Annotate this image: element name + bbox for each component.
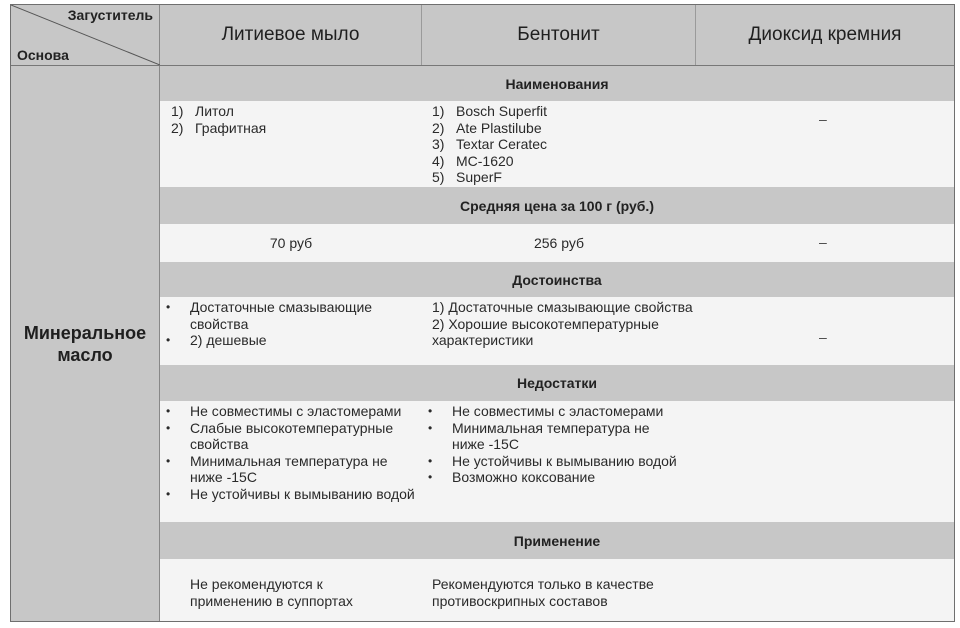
list-item: • Не совместимы с эластомерами — [166, 403, 402, 419]
section-title-pros: Достоинства — [512, 271, 602, 288]
base-name: Минеральное масло — [23, 322, 147, 365]
list-item: 5) SuperF — [432, 169, 502, 185]
list-item: • Минимальная температура не ниже -15С — [428, 419, 650, 452]
cell-pros-bentonite — [432, 299, 694, 349]
cell-pros-lithium — [166, 299, 411, 349]
list-item: 2) Ate Plastilube — [432, 119, 542, 136]
cell-names-lithium — [171, 103, 411, 136]
section-band-cons — [160, 365, 954, 401]
list-item: • Минимальная температура не ниже -15С — [166, 452, 388, 485]
comparison-table — [10, 4, 955, 622]
cell-price-silica: – — [819, 234, 827, 250]
row-usage — [160, 559, 954, 621]
section-band-names — [160, 66, 954, 101]
base-label: Основа — [17, 47, 69, 63]
column-header-lithium: Литиевое мыло — [160, 5, 422, 65]
list-item: 3) Textar Ceratec — [432, 136, 548, 152]
section-title-cons: Недостатки — [516, 375, 598, 391]
list-item: • 2) дешевые — [166, 332, 267, 348]
list-item: 4) MC-1620 — [432, 152, 514, 169]
cell-cons-bentonite — [428, 403, 698, 486]
column-header-bentonite: Бентонит — [422, 5, 696, 65]
cell-names-silica: – — [819, 111, 827, 127]
section-title-names: Наименования — [505, 75, 609, 92]
cell-price-bentonite: 256 руб — [533, 235, 585, 251]
section-band-price — [160, 187, 954, 224]
cell-pros-silica: – — [819, 329, 827, 345]
row-names — [160, 101, 954, 187]
list-item: 1) Литол — [171, 103, 234, 119]
section-title-usage: Применение — [513, 532, 601, 549]
list-item: 2) Хорошие высокотемпературные характеристики — [432, 315, 659, 348]
thickener-label: Загуститель — [67, 7, 153, 23]
corner-header-cell — [11, 5, 160, 65]
section-band-usage — [160, 522, 954, 559]
list-item: • Слабые высокотемпературные свойства — [166, 419, 394, 452]
list-item: 2) Графитная — [171, 119, 267, 136]
list-item: 1) Достаточные смазывающие свойства — [432, 299, 693, 315]
list-item: 1) Bosch Superfit — [432, 103, 548, 119]
list-item: • Не совместимы с эластомерами — [428, 403, 664, 419]
row-cons — [160, 401, 954, 522]
column-header-silica: Диоксид кремния — [748, 24, 902, 45]
cell-usage-lithium: Не рекомендуются к применению в суппортах — [190, 576, 353, 609]
cell-names-bentonite — [432, 103, 692, 186]
table-header-row — [11, 5, 954, 66]
section-title-price: Средняя цена за 100 г (руб.) — [460, 197, 654, 214]
list-item: • Достаточные смазывающие свойства — [166, 299, 373, 332]
list-item: • Не устойчивы к вымыванию водой — [166, 485, 415, 502]
section-band-pros — [160, 262, 954, 297]
row-pros — [160, 297, 954, 365]
row-price — [160, 224, 954, 262]
cell-cons-lithium — [166, 403, 418, 502]
list-item: • Возможно коксование — [428, 469, 596, 485]
cell-price-lithium: 70 руб — [269, 235, 313, 251]
row-header-base — [11, 66, 160, 621]
cell-usage-bentonite: Рекомендуются только в качестве противоскрипных составов — [432, 576, 654, 609]
list-item: • Не устойчивы к вымыванию водой — [428, 452, 677, 469]
